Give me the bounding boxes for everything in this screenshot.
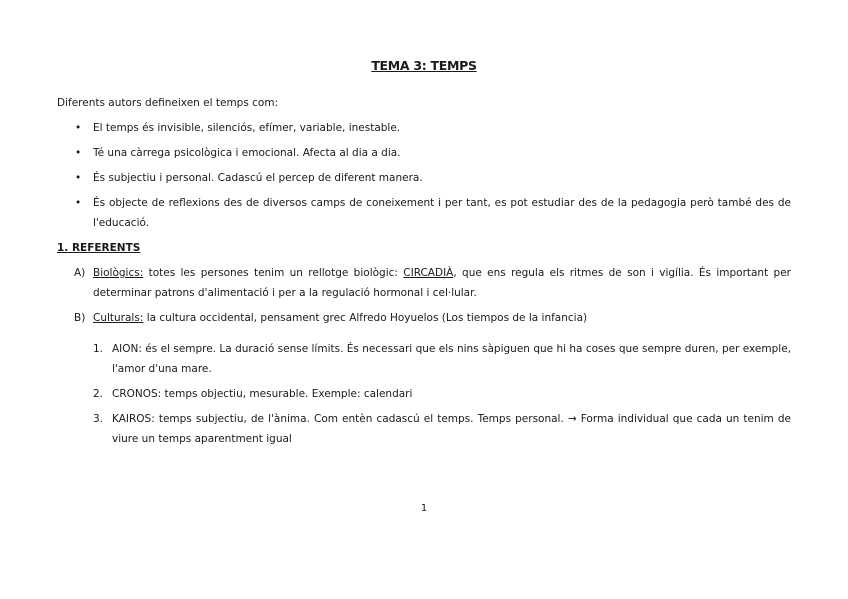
list-number: 1. <box>93 342 104 355</box>
list-item-text: És objecte de reflexions des de diversos camps de coneixement i per tant, es pot estudiar des de la pedagogia però també des de l'educació. <box>93 197 791 229</box>
bullet-icon: • <box>75 197 82 209</box>
list-item-text: Té una càrrega psicològica i emocional. Afecta al dia a dia. <box>93 147 401 159</box>
time-concepts-list <box>93 339 791 449</box>
referents-list <box>57 263 791 459</box>
referent-item-biological <box>57 263 791 303</box>
list-item-text: És subjectiu i personal. Cadascú el percep de diferent manera. <box>93 172 423 184</box>
referent-term: Biològics: <box>93 267 144 279</box>
list-item <box>93 339 791 379</box>
referent-marker: A) <box>74 267 86 279</box>
list-item <box>57 193 791 233</box>
list-item-text: AION: és el sempre. La duració sense límits. És necessari que els nins sàpiguen que hi ha coses que sempre duren, per exemple, l'amor d'una mare. <box>112 342 791 375</box>
list-item-text: El temps és invisible, silenciós, efímer, variable, inestable. <box>93 122 401 134</box>
document-title: TEMA 3: TEMPS <box>371 58 477 73</box>
bullet-icon: • <box>75 147 82 159</box>
referent-highlight: CIRCADIÀ <box>403 267 454 279</box>
list-item <box>57 143 791 163</box>
definition-list <box>57 118 791 238</box>
page-number: 1 <box>420 503 428 514</box>
list-item <box>57 168 791 188</box>
referent-item-cultural <box>57 308 791 328</box>
bullet-icon: • <box>75 122 82 134</box>
referent-text: totes les persones tenim un rellotge biològic: <box>143 267 404 279</box>
referent-term: Culturals: <box>93 312 144 324</box>
referent-text: , que ens regula els ritmes de son i vigília. És important per determinar patrons d'alimentació i per a la regulació hormonal i cel·lular. <box>93 267 791 299</box>
list-number: 3. <box>93 412 104 425</box>
intro-text: Diferents autors defineixen el temps com: <box>57 97 279 109</box>
list-item-text: CRONOS: temps objectiu, mesurable. Exemple: calendari <box>112 387 413 400</box>
list-item <box>93 409 791 449</box>
list-item-text: KAIROS: temps subjectiu, de l'ànima. Com entèn cadascú el temps. Temps personal. → Forma individual que cada un tenim de viure un temps aparentment igual <box>112 412 791 445</box>
list-item <box>57 118 791 138</box>
referent-text: la cultura occidental, pensament grec Alfredo Hoyuelos (Los tiempos de la infancia) <box>143 312 588 324</box>
bullet-icon: • <box>75 172 82 184</box>
section-heading: 1. REFERENTS <box>57 242 141 254</box>
list-item <box>93 384 791 404</box>
referent-marker: B) <box>74 312 86 324</box>
list-number: 2. <box>93 387 104 400</box>
